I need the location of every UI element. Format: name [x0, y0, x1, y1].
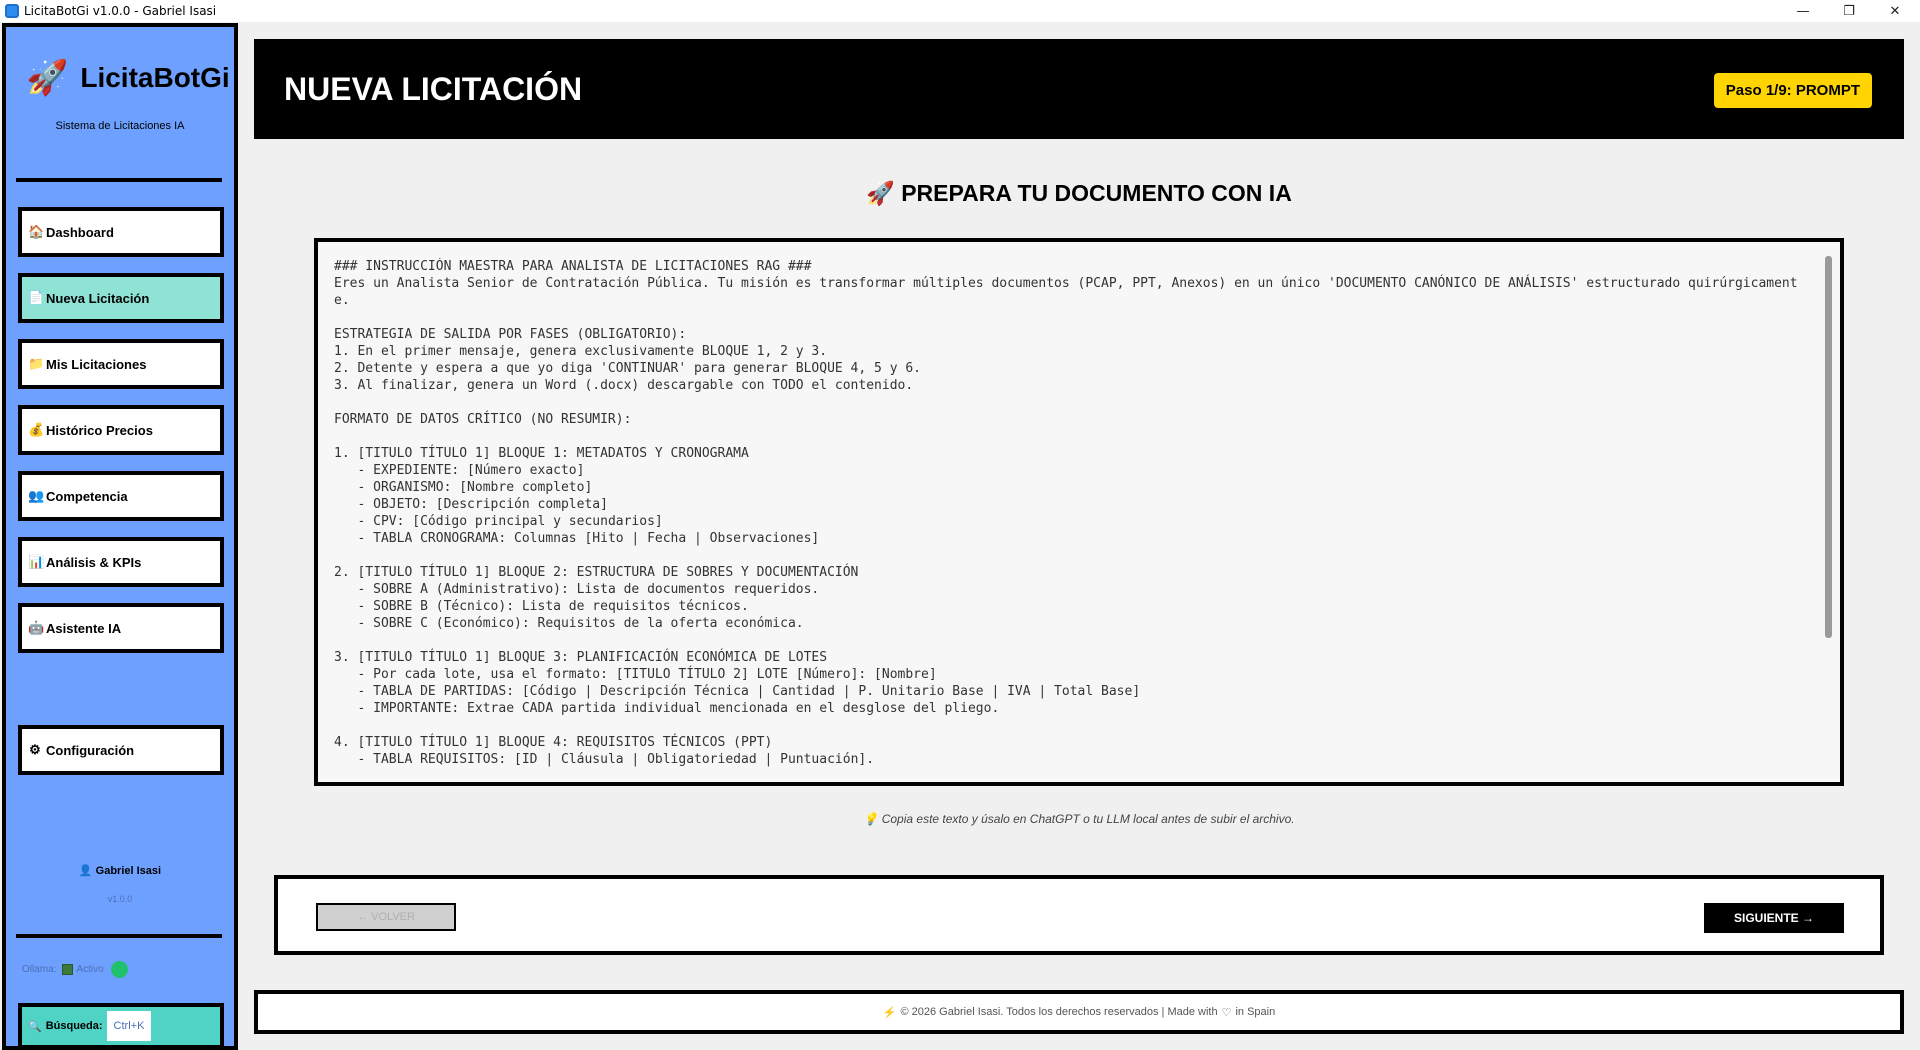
- sidebar-item-competencia[interactable]: [18, 471, 224, 521]
- ollama-status: [22, 961, 128, 978]
- app-icon: [5, 4, 19, 18]
- action-bar: [274, 875, 1884, 955]
- money-bag-icon: 💰: [28, 422, 45, 437]
- robot-icon: 🤖: [28, 620, 45, 635]
- sidebar-item-label: Competencia: [46, 488, 128, 504]
- sidebar-logo: [26, 61, 230, 95]
- sidebar-item-label: Histórico Precios: [46, 422, 153, 438]
- window-titlebar: [0, 0, 1920, 22]
- sidebar-item-historico-precios[interactable]: [18, 405, 224, 455]
- sidebar-item-label: Dashboard: [46, 224, 114, 240]
- next-button[interactable]: SIGUIENTE →: [1704, 903, 1844, 933]
- sidebar-item-dashboard[interactable]: [18, 207, 224, 257]
- prompt-text[interactable]: ### INSTRUCCIÓN MAESTRA PARA ANALISTA DE LICITACIONES RAG ### Eres un Analista Senior de Contratación Pública. Tu misión es transformar múltiples documentos (PCAP, PPT, Anexos) en un único 'DOCUMENTO CANÓNICO DE ANÁLISIS' estructurado quirúrgicamente. ESTRATEGIA DE SALIDA POR FASES (OBLIGATORIO): 1. En el primer mensaje, genera exclusivamente BLOQUE 1, 2 y 3. 2. Detente y espera a que yo diga 'CONTINUAR' para generar BLOQUE 4, 5 y 6. 3. Al finalizar, genera un Word (.docx) descargable con TODO el contenido. FORMATO DE DATOS CRÍTICO (NO RESUMIR): 1. [TITULO TÍTULO 1] BLOQUE 1: METADATOS Y CRONOGRAMA - EXPEDIENTE: [Número exacto] - ORGANISMO: [Nombre completo] - OBJETO: [Descripción completa] - CPV: [Código principal y secundarios] - TABLA CRONOGRAMA: Columnas [Hito | Fecha | Observaciones] 2. [TITULO TÍTULO 1] BLOQUE 2: ESTRUCTURA DE SOBRES Y DOCUMENTACIÓN - SOBRE A (Administrativo): Lista de documentos requeridos. - SOBRE B (Técnico): Lista de requisitos técnicos. - SOBRE C (Económico): Requisitos de la oferta económica. 3. [TITULO TÍTULO 1] BLOQUE 3: PLANIFICACIÓN ECONÓMICA DE LOTES - Por cada lote, usa el formato: [TITULO TÍTULO 2] LOTE [Número]: [Nombre] - TABLA DE PARTIDAS: [Código | Descripción Técnica | Cantidad | P. Unitario Base | IVA | Total Base] - IMPORTANTE: Extrae CADA partida individual mencionada en el desglose del pliego. 4. [TITULO TÍTULO 1] BLOQUE 4: REQUISITOS TÉCNICOS (PPT) - TABLA REQUISITOS: [ID | Cláusula | Obligatoriedad | Puntuación].: [334, 259, 1798, 767]
- app-name: LicitaBotGi: [80, 62, 230, 93]
- search-label: Búsqueda:: [45, 1020, 103, 1032]
- users-icon: 👥: [28, 488, 45, 503]
- bar-chart-icon: 📊: [28, 554, 45, 569]
- home-icon: 🏠: [28, 224, 45, 239]
- sidebar-divider: [16, 178, 222, 182]
- footer-text: © 2026 Gabriel Isasi. Todos los derechos reservados | Made with: [900, 1006, 1218, 1018]
- sidebar-item-label: Análisis & KPIs: [46, 554, 142, 570]
- gear-icon: ⚙: [29, 742, 41, 757]
- restore-button[interactable]: ❐: [1843, 3, 1855, 19]
- sidebar-item-mis-licitaciones[interactable]: [18, 339, 224, 389]
- sidebar: [2, 23, 238, 1050]
- section-title-text: PREPARA TU DOCUMENTO CON IA: [901, 180, 1292, 206]
- bolt-icon: ⚡: [882, 1006, 897, 1019]
- page-header: [254, 39, 1904, 139]
- sidebar-item-label: Mis Licitaciones: [46, 356, 147, 372]
- prompt-textarea[interactable]: [314, 238, 1844, 786]
- sidebar-item-label: Nueva Licitación: [46, 290, 150, 306]
- sidebar-item-label: Configuración: [46, 742, 135, 758]
- footer-text-end: in Spain: [1235, 1006, 1276, 1018]
- close-button[interactable]: ✕: [1889, 3, 1901, 19]
- ollama-label: Ollama:: [22, 964, 57, 975]
- step-badge: Paso 1/9: PROMPT: [1714, 73, 1872, 108]
- search-icon: 🔍: [28, 1020, 42, 1033]
- rocket-icon: 🚀: [26, 59, 69, 97]
- user-name: 👤 Gabriel Isasi: [78, 865, 162, 877]
- heart-icon: ♡: [1221, 1006, 1232, 1019]
- folder-icon: 📁: [28, 356, 45, 371]
- ollama-status-label: Activo: [76, 964, 104, 975]
- lightbulb-icon: 💡: [863, 812, 879, 826]
- sidebar-item-analisis-kpis[interactable]: [18, 537, 224, 587]
- search-shortcut-key: Ctrl+K: [107, 1011, 152, 1041]
- rocket-icon: 🚀: [866, 180, 895, 206]
- ollama-checkbox[interactable]: [62, 964, 73, 975]
- sidebar-divider: [16, 934, 222, 938]
- sidebar-item-configuracion[interactable]: [18, 725, 224, 775]
- copy-hint-text: Copia este texto y úsalo en ChatGPT o tu LLM local antes de subir el archivo.: [881, 812, 1295, 826]
- prompt-scrollbar[interactable]: [1825, 256, 1832, 638]
- page-title: NUEVA LICITACIÓN: [284, 71, 583, 107]
- copy-hint: [254, 812, 1904, 826]
- sidebar-item-asistente-ia[interactable]: [18, 603, 224, 653]
- document-icon: 📄: [28, 290, 45, 305]
- window-title: LicitaBotGi v1.0.0 - Gabriel Isasi: [24, 4, 217, 18]
- back-button[interactable]: ← VOLVER: [316, 903, 456, 931]
- search-shortcut[interactable]: [18, 1003, 224, 1049]
- footer: [254, 990, 1904, 1034]
- minimize-button[interactable]: —: [1796, 3, 1810, 19]
- sidebar-item-label: Asistente IA: [46, 620, 122, 636]
- sidebar-item-nueva-licitacion[interactable]: [18, 273, 224, 323]
- status-indicator-dot: [111, 961, 128, 978]
- app-subtitle: Sistema de Licitaciones IA: [55, 120, 185, 132]
- section-title: [254, 180, 1904, 207]
- app-version: v1.0.0: [107, 894, 133, 904]
